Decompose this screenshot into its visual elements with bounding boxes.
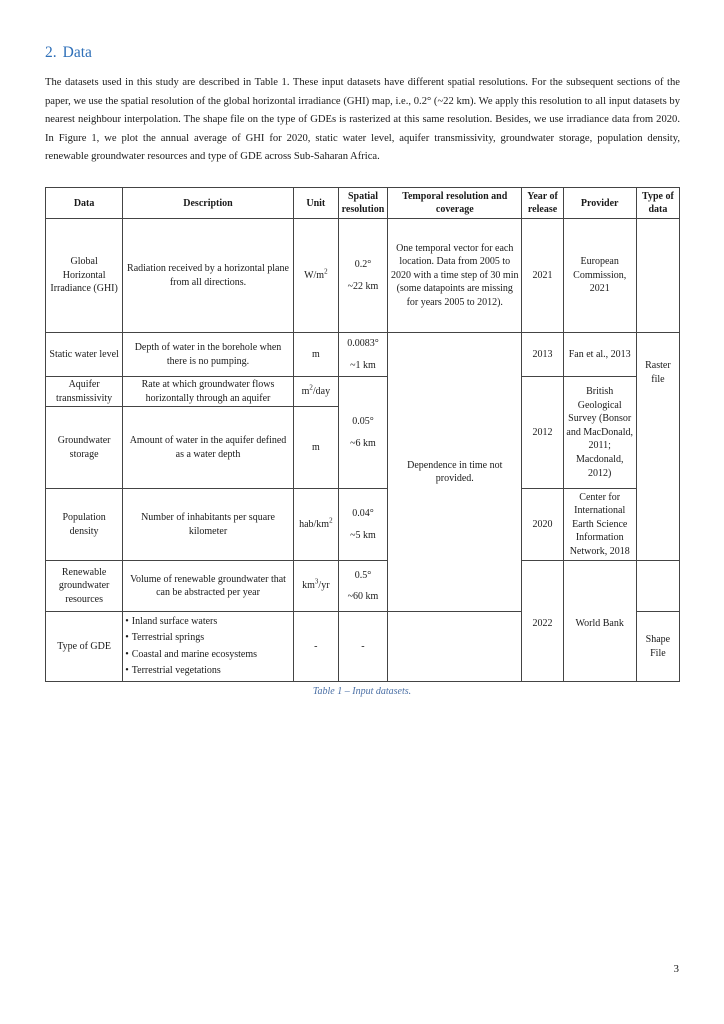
ghi-unit: $W/m^2$ — [293, 219, 338, 333]
header-type-of-data: Type of data — [636, 188, 679, 219]
table-caption: Table 1 – Input datasets. — [312, 686, 412, 697]
at-gs-provider: British Geological Survey (Bonsor and MacDonald, 2011; Macdonald, 2012) — [563, 377, 636, 489]
gde-unit: - — [293, 612, 338, 682]
header-data: Data — [46, 188, 123, 219]
section-heading — [45, 44, 92, 62]
rgr-gde-year: 2022 — [522, 561, 563, 682]
table-row — [46, 377, 680, 407]
ghi-year: 2021 — [522, 219, 563, 333]
section-title: Data — [62, 44, 92, 61]
swl-data: Static water level — [46, 333, 123, 377]
at-description: Rate at which groundwater flows horizontally through an aquifer — [123, 377, 294, 407]
ghi-provider: European Commission, 2021 — [563, 219, 636, 333]
header-temporal-resolution: Temporal resolution and coverage — [388, 188, 522, 219]
swl-unit: m — [293, 333, 338, 377]
input-datasets-table — [45, 187, 680, 682]
at-gs-spatial: 0.05° ~6 km — [338, 377, 387, 489]
raster-file-type: Raster file — [636, 333, 679, 561]
at-unit: $m^2$/day — [293, 377, 338, 407]
ghi-temporal: One temporal vector for each location. Data from 2005 to 2020 with a time step of 30 min (some datapoints are missing for years 2005 to 2012). — [388, 219, 522, 333]
pd-year: 2020 — [522, 489, 563, 561]
header-year-of-release: Year of release — [522, 188, 563, 219]
list-item: • Coastal and marine ecosystems — [125, 647, 291, 664]
pd-spatial: 0.04° ~5 km — [338, 489, 387, 561]
header-spatial-resolution: Spatial resolution — [338, 188, 387, 219]
page-number: 3 — [673, 963, 679, 975]
gde-list — [125, 614, 291, 680]
gde-spatial: - — [338, 612, 387, 682]
list-item: • Inland surface waters — [125, 614, 291, 631]
table-row — [46, 219, 680, 333]
ghi-type-cell — [636, 219, 679, 333]
paragraph-text: The datasets used in this study are described in Table 1. These input datasets have different spatial resolutions. For the subsequent sections of the paper, we use the spatial resolution of the global horizontal irradiance (GHI) map, i.e., 0.2° (~22 km). We apply this resolution to all input datasets by nearest neighbour interpolation. The shape file on the type of GDEs is rasterized at this same resolution. Besides, we use irradiance data from 2020. In Figure 1, we plot the annual average of GHI for 2020, static water level, aquifer transmissivity, groundwater storage, population density, renewable groundwater resources and type of GDE across Sub-Saharan Africa. — [45, 77, 680, 163]
gs-data: Groundwater storage — [46, 407, 123, 489]
table-header-row — [46, 188, 680, 219]
list-item: • Terrestrial vegetations — [125, 663, 291, 680]
pd-provider: Center for International Earth Science Information Network, 2018 — [563, 489, 636, 561]
at-gs-year: 2012 — [522, 377, 563, 489]
rgr-unit: $km^3/yr$ — [293, 561, 338, 612]
section-number: 2. — [45, 44, 57, 61]
table-row — [46, 561, 680, 612]
at-data: Aquifer transmissivity — [46, 377, 123, 407]
gde-data: Type of GDE — [46, 612, 123, 682]
ghi-data: Global Horizontal Irradiance (GHI) — [46, 219, 123, 333]
list-item: • Terrestrial springs — [125, 630, 291, 647]
table-row — [46, 333, 680, 377]
body-paragraph — [45, 74, 680, 167]
swl-description: Depth of water in the borehole when there is no pumping. — [123, 333, 294, 377]
rgr-spatial: 0.5° ~60 km — [338, 561, 387, 612]
rgr-gde-provider: World Bank — [563, 561, 636, 682]
gs-unit: m — [293, 407, 338, 489]
header-provider: Provider — [563, 188, 636, 219]
ghi-description: Radiation received by a horizontal plane from all directions. — [123, 219, 294, 333]
header-description: Description — [123, 188, 294, 219]
swl-year: 2013 — [522, 333, 563, 377]
gde-description — [123, 612, 294, 682]
gde-type: Shape File — [636, 612, 679, 682]
pd-data: Population density — [46, 489, 123, 561]
rgr-type-cell — [636, 561, 679, 612]
temporal-shared: Dependence in time not provided. — [388, 333, 522, 612]
swl-spatial: 0.0083° ~1 km — [338, 333, 387, 377]
ghi-spatial: 0.2° ~22 km — [338, 219, 387, 333]
gs-description: Amount of water in the aquifer defined as a water depth — [123, 407, 294, 489]
rgr-description: Volume of renewable groundwater that can be abstracted per year — [123, 561, 294, 612]
table-row — [46, 489, 680, 561]
pd-unit: hab/$km^2$ — [293, 489, 338, 561]
gde-temporal — [388, 612, 522, 682]
rgr-data: Renewable groundwater resources — [46, 561, 123, 612]
pd-description: Number of inhabitants per square kilometer — [123, 489, 294, 561]
swl-provider: Fan et al., 2013 — [563, 333, 636, 377]
header-unit: Unit — [293, 188, 338, 219]
